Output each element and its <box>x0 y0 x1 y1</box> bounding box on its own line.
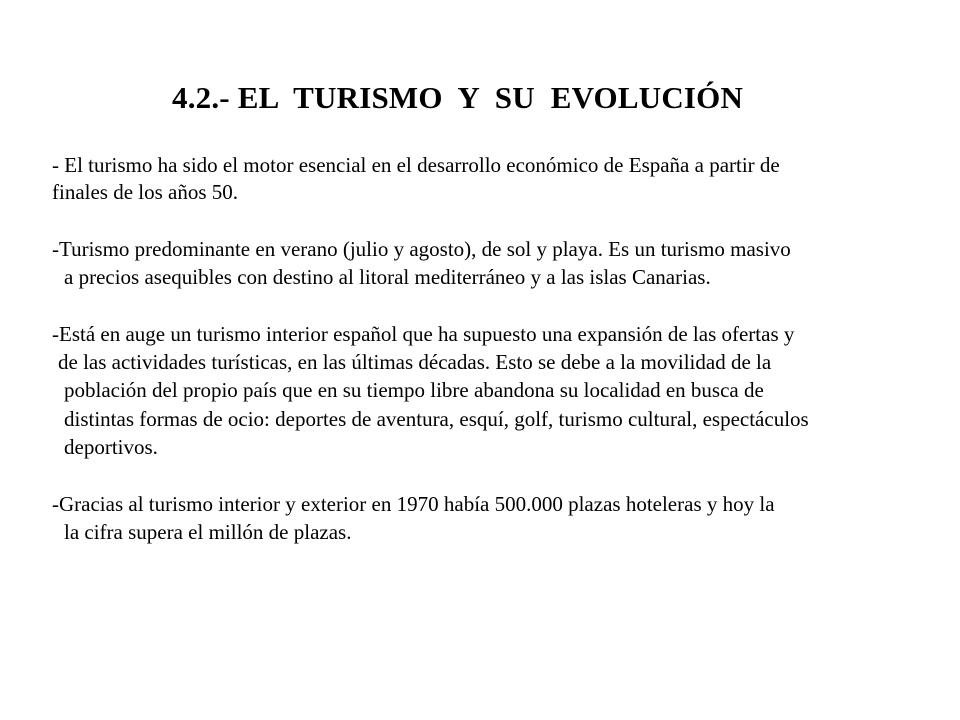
slide-title: 4.2.- EL TURISMO Y SU EVOLUCIÓN <box>172 80 744 115</box>
paragraph-3-line-3: población del propio país que en su tiempo libre abandona su localidad en busca de <box>64 378 764 402</box>
paragraph-2-line-2: a precios asequibles con destino al litoral mediterráneo y a las islas Canarias. <box>64 265 711 289</box>
paragraph-1-line-1: - El turismo ha sido el motor esencial en el desarrollo económico de España a partir de <box>52 153 780 177</box>
paragraph-3-line-5: deportivos. <box>64 435 158 459</box>
paragraph-3-line-2: de las actividades turísticas, en las últimas décadas. Esto se debe a la movilidad de la <box>58 350 772 374</box>
paragraph-3-line-4: distintas formas de ocio: deportes de aventura, esquí, golf, turismo cultural, espectáculos <box>64 407 809 431</box>
paragraph-3-line-1: -Está en auge un turismo interior español que ha supuesto una expansión de las ofertas y <box>52 322 795 346</box>
paragraph-4-line-1: -Gracias al turismo interior y exterior en 1970 había 500.000 plazas hoteleras y hoy la <box>52 492 775 516</box>
paragraph-4-line-2: la cifra supera el millón de plazas. <box>64 520 352 544</box>
paragraph-2-line-1: -Turismo predominante en verano (julio y agosto), de sol y playa. Es un turismo masivo <box>52 237 791 261</box>
paragraph-1-line-2: finales de los años 50. <box>52 180 239 204</box>
